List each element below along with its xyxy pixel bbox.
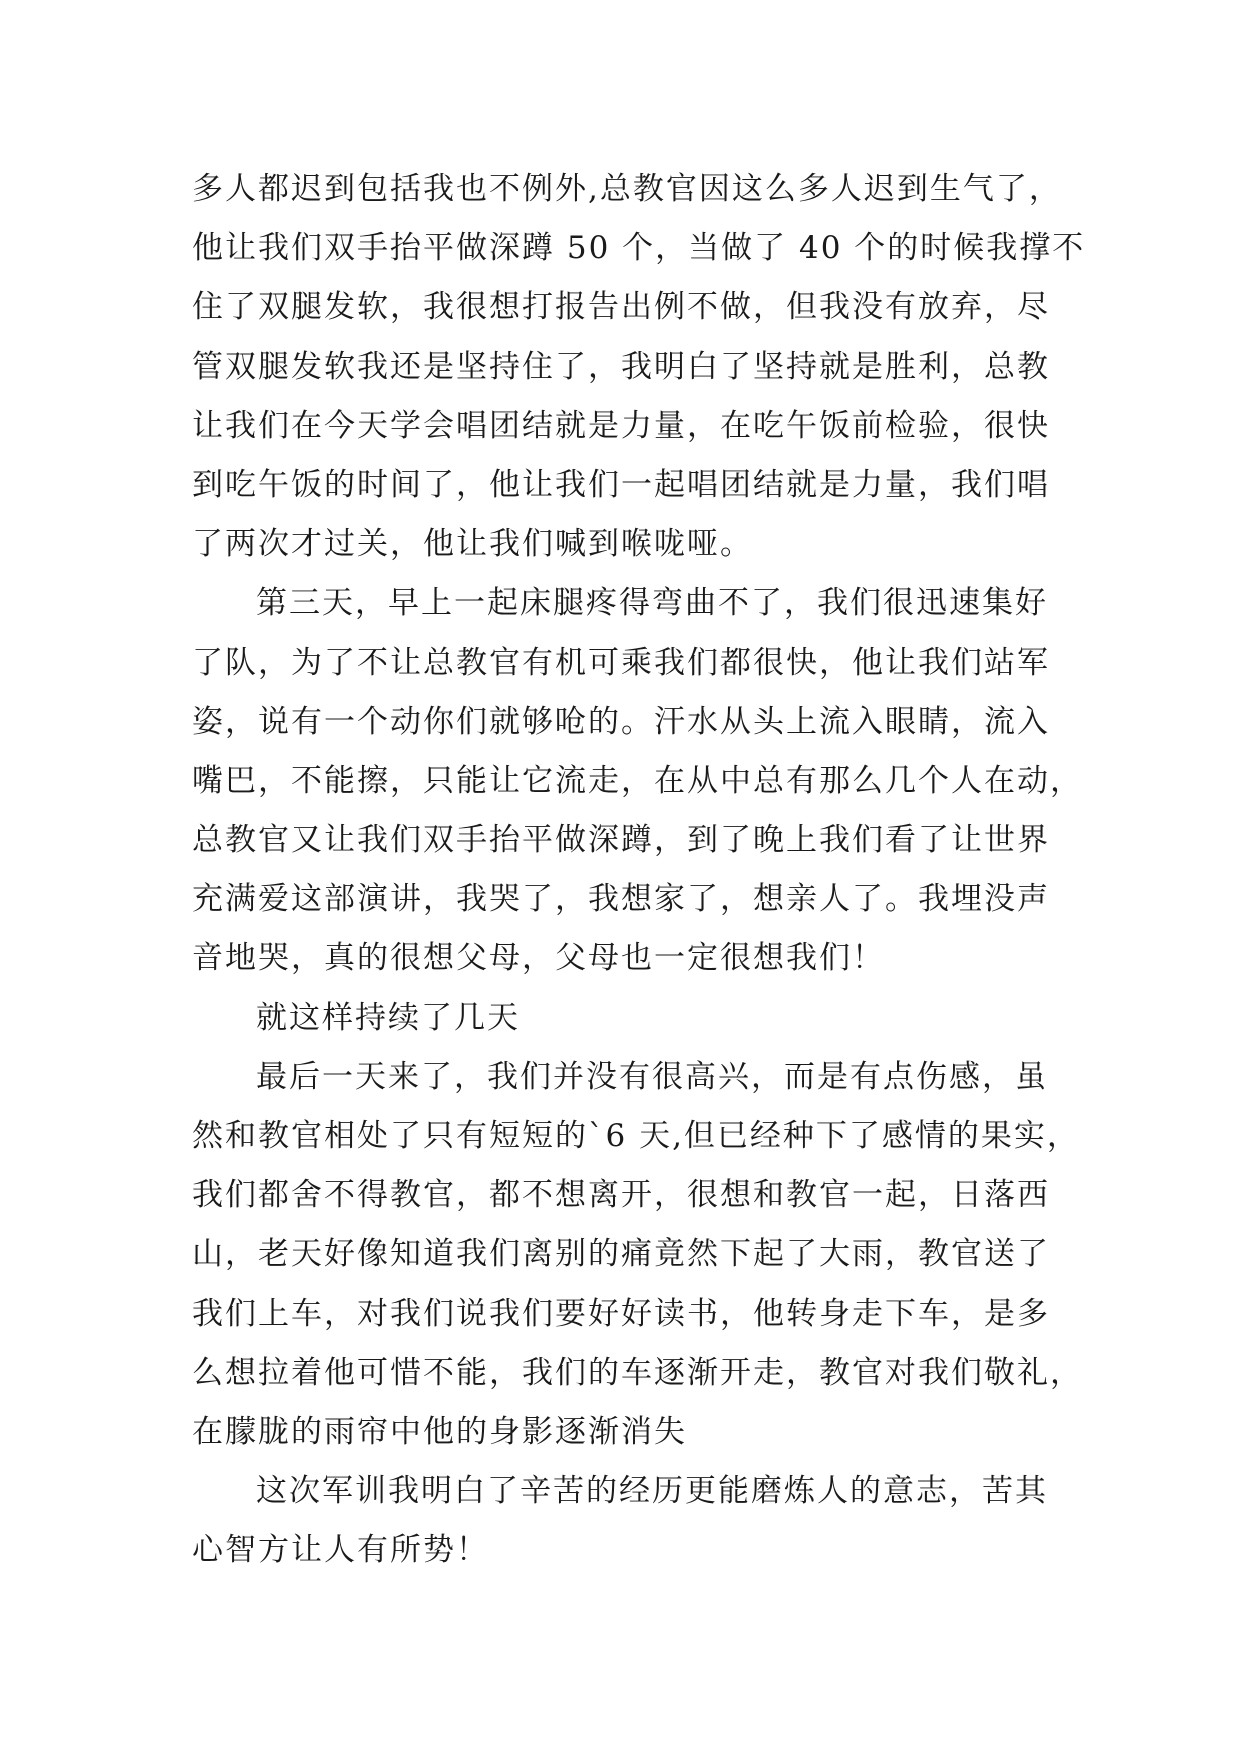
text-line: 他让我们双手抬平做深蹲 50 个，当做了 40 个的时候我撑不	[192, 230, 1086, 267]
text-line: 心智方让人有所势！	[192, 1532, 489, 1569]
text-line: 到吃午饭的时间了，他让我们一起唱团结就是力量，我们唱	[192, 466, 1050, 503]
text-line: 住了双腿发软，我很想打报告出例不做，但我没有放弃，尽	[192, 289, 1050, 326]
text-line: 然和教官相处了只有短短的`6 天,但已经种下了感情的果实，	[192, 1118, 1080, 1154]
paragraph-start-line: 最后一天来了，我们并没有很高兴，而是有点伤感，虽	[256, 1058, 1048, 1095]
document-body	[192, 160, 1086, 1581]
text-line: 总教官又让我们双手抬平做深蹲，到了晚上我们看了让世界	[192, 822, 1050, 859]
text-line: 充满爱这部演讲，我哭了，我想家了，想亲人了。我埋没声	[192, 881, 1050, 918]
text-line: 山，老天好像知道我们离别的痛竟然下起了大雨，教官送了	[192, 1236, 1050, 1273]
text-line: 管双腿发软我还是坚持住了，我明白了坚持就是胜利，总教	[192, 348, 1050, 385]
text-line: 嘴巴，不能擦，只能让它流走，在从中总有那么几个人在动，	[192, 762, 1083, 799]
paragraph-start-line: 就这样持续了几天	[256, 999, 520, 1036]
text-line: 么想拉着他可惜不能，我们的车逐渐开走，教官对我们敬礼，	[192, 1354, 1083, 1391]
text-line: 了队，为了不让总教官有机可乘我们都很快，他让我们站军	[192, 644, 1050, 681]
text-line: 在朦胧的雨帘中他的身影逐渐消失	[192, 1413, 687, 1450]
text-line: 了两次才过关，他让我们喊到喉咙哑。	[192, 526, 753, 563]
text-line: 我们上车，对我们说我们要好好读书，他转身走下车，是多	[192, 1295, 1050, 1332]
text-line: 姿，说有一个动你们就够呛的。汗水从头上流入眼睛，流入	[192, 703, 1050, 740]
paragraph-start-line: 这次军训我明白了辛苦的经历更能磨炼人的意志，苦其	[256, 1473, 1048, 1510]
text-line: 音地哭，真的很想父母，父母也一定很想我们！	[192, 940, 885, 977]
paragraph-start-line: 第三天，早上一起床腿疼得弯曲不了，我们很迅速集好	[256, 585, 1048, 622]
text-line: 我们都舍不得教官，都不想离开，很想和教官一起，日落西	[192, 1177, 1050, 1214]
text-line: 多人都迟到包括我也不例外,总教官因这么多人迟到生气了，	[192, 171, 1062, 207]
text-line: 让我们在今天学会唱团结就是力量，在吃午饭前检验，很快	[192, 407, 1050, 444]
